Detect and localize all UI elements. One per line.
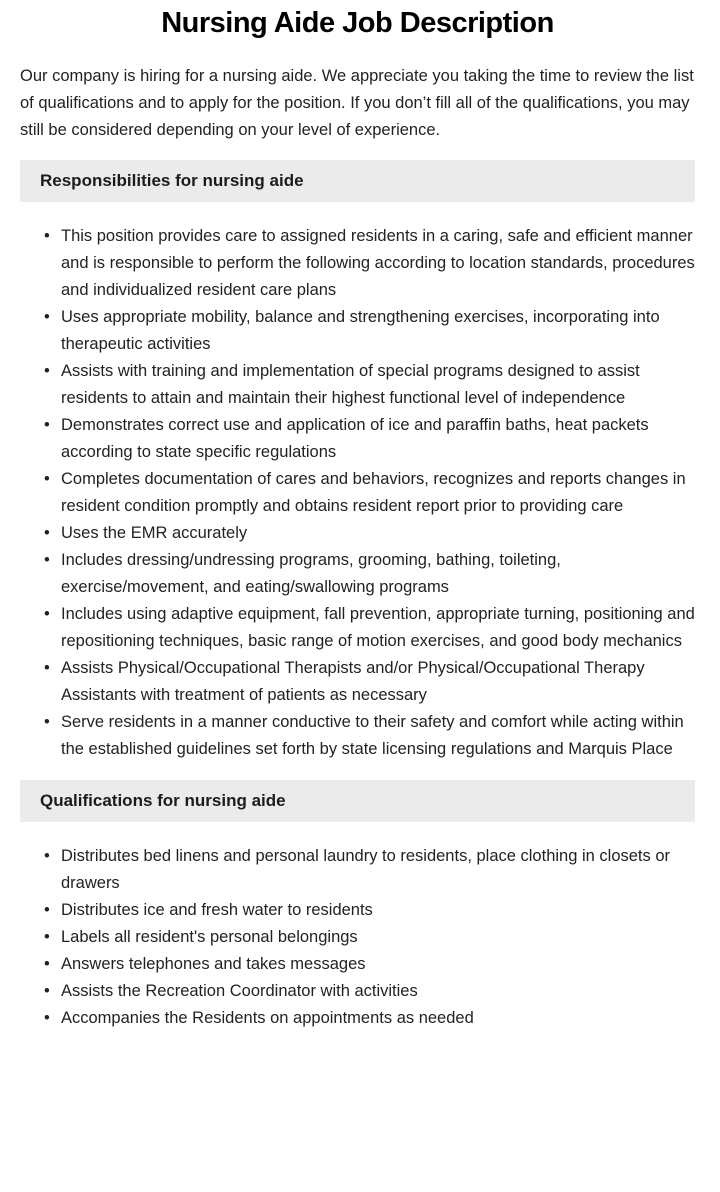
- list-item: • Uses appropriate mobility, balance and strengthening exercises, incorporating into therapeutic activities: [44, 304, 695, 358]
- list-item: • Accompanies the Residents on appointments as needed: [44, 1005, 695, 1032]
- list-item: • Labels all resident's personal belongings: [44, 924, 695, 951]
- list-item: • Distributes bed linens and personal laundry to residents, place clothing in closets or drawers: [44, 843, 695, 897]
- section-heading-qualifications: Qualifications for nursing aide: [20, 780, 695, 822]
- responsibilities-list: [20, 223, 695, 763]
- qualifications-list: [20, 843, 695, 1032]
- section-responsibilities: [20, 160, 695, 763]
- list-item: • Uses the EMR accurately: [44, 520, 695, 547]
- list-item: • Includes dressing/undressing programs, grooming, bathing, toileting, exercise/movement, and eating/swallowing programs: [44, 547, 695, 601]
- page-title: Nursing Aide Job Description: [161, 7, 554, 39]
- section-qualifications: [20, 780, 695, 1032]
- list-item: • Assists with training and implementation of special programs designed to assist residents to attain and maintain their highest functional level of independence: [44, 358, 695, 412]
- list-item: • Distributes ice and fresh water to residents: [44, 897, 695, 924]
- list-item: • Completes documentation of cares and behaviors, recognizes and reports changes in resident condition promptly and obtains resident report prior to providing care: [44, 466, 695, 520]
- list-item: • Demonstrates correct use and application of ice and paraffin baths, heat packets according to state specific regulations: [44, 412, 695, 466]
- list-item: • Serve residents in a manner conductive to their safety and comfort while acting within the established guidelines set forth by state licensing regulations and Marquis Place: [44, 709, 695, 763]
- list-item: • Answers telephones and takes messages: [44, 951, 695, 978]
- list-item: • Assists the Recreation Coordinator with activities: [44, 978, 695, 1005]
- list-item: • Assists Physical/Occupational Therapists and/or Physical/Occupational Therapy Assistants with treatment of patients as necessary: [44, 655, 695, 709]
- list-item: • This position provides care to assigned residents in a caring, safe and efficient manner and is responsible to perform the following according to location standards, procedures and individualized resident care plans: [44, 223, 695, 304]
- intro-paragraph: Our company is hiring for a nursing aide. We appreciate you taking the time to review the list of qualifications and to apply for the position. If you don’t fill all of the qualifications, you may still be considered depending on your level of experience.: [20, 67, 694, 139]
- list-item: • Includes using adaptive equipment, fall prevention, appropriate turning, positioning and repositioning techniques, basic range of motion exercises, and good body mechanics: [44, 601, 695, 655]
- section-heading-responsibilities: Responsibilities for nursing aide: [20, 160, 695, 202]
